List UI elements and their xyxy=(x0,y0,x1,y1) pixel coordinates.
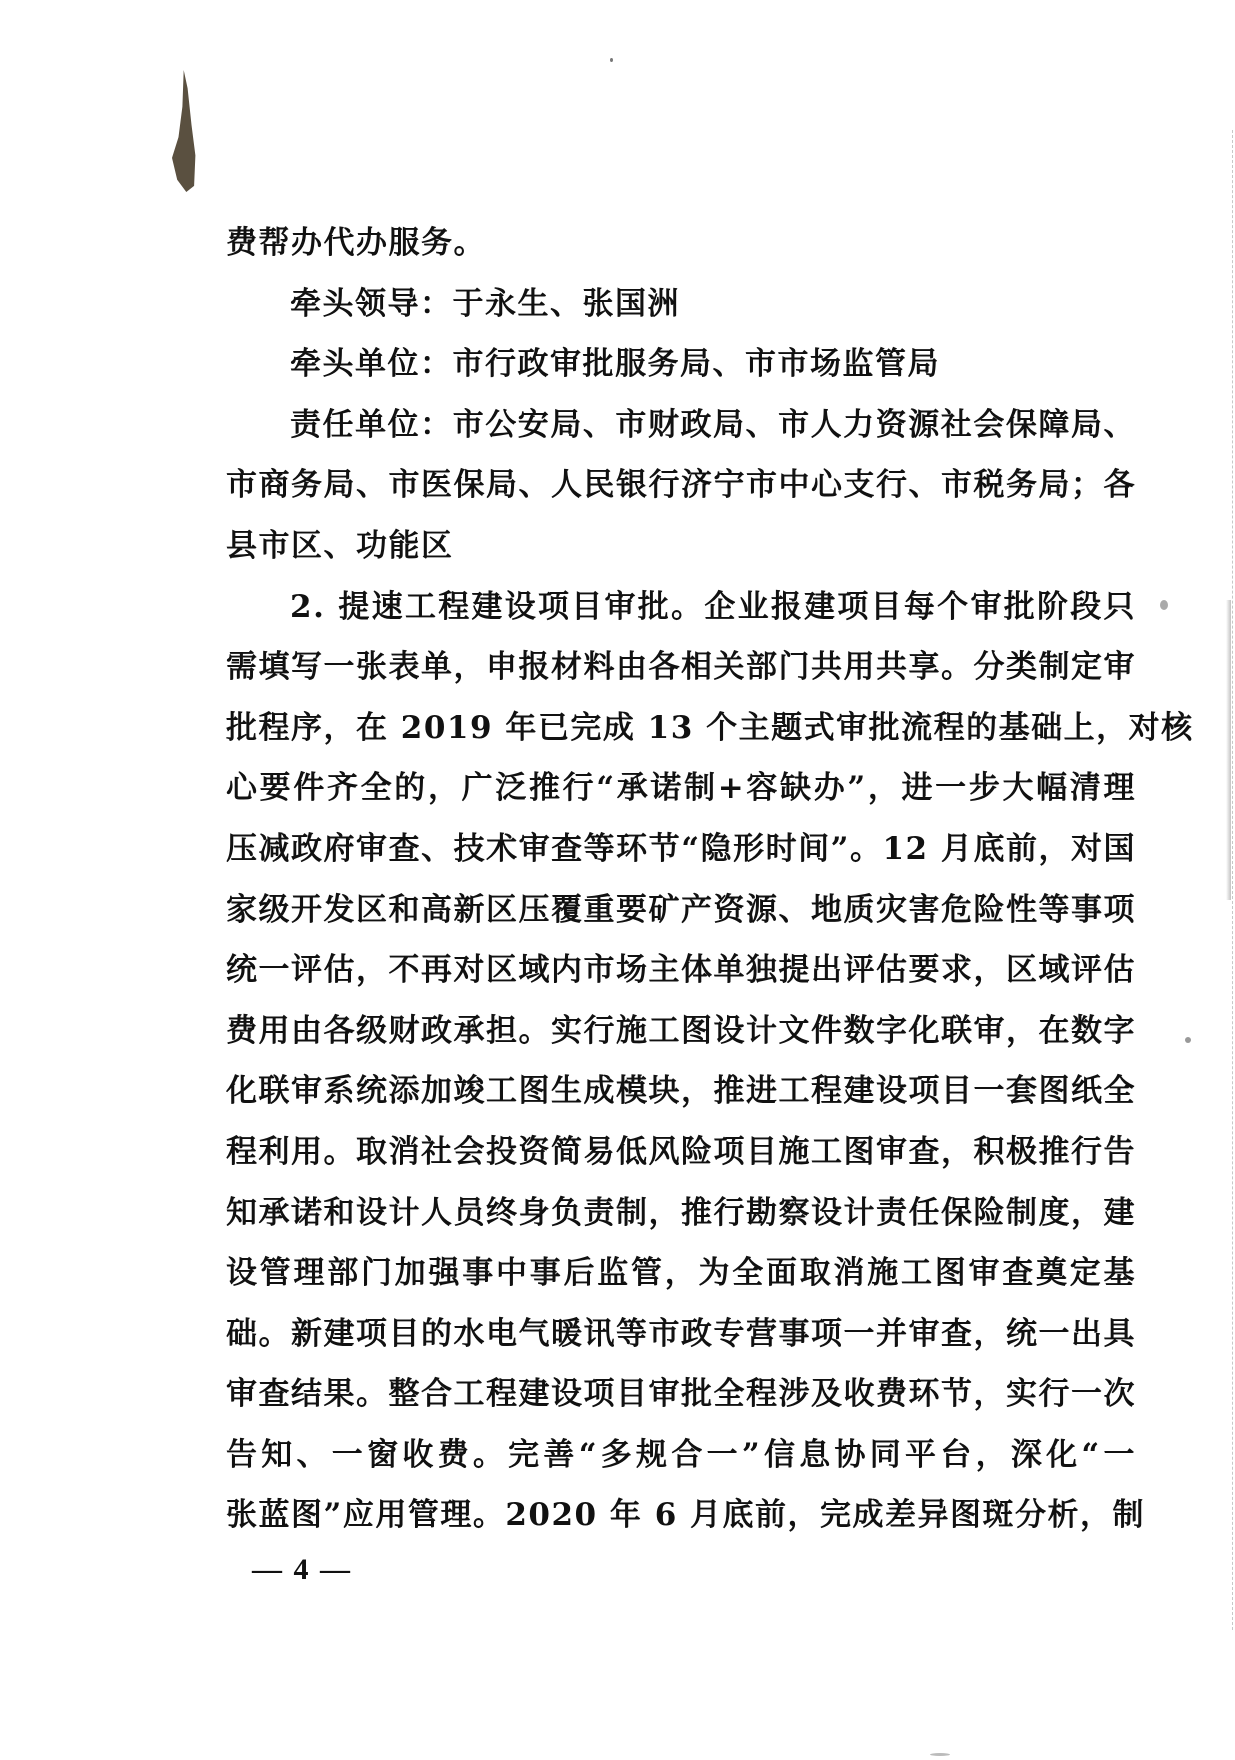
text-line: 县市区、功能区 xyxy=(226,527,454,564)
responsible-unit-line: 责任单位：市公安局、市财政局、市人力资源社会保障局、 xyxy=(290,406,1136,443)
text-line: 批程序，在 2019 年已完成 13 个主题式审批流程的基础上，对核 xyxy=(226,709,1194,746)
text-line: 础。新建项目的水电气暖讯等市政专营事项一并审查，统一出具 xyxy=(226,1315,1136,1352)
lead-leader-line: 牵头领导：于永生、张国洲 xyxy=(290,285,680,322)
section-heading-line: 2. 提速工程建设项目审批。企业报建项目每个审批阶段只 xyxy=(290,588,1136,625)
scan-speck xyxy=(610,58,613,62)
text-line: 统一评估，不再对区域内市场主体单独提出评估要求，区域评估 xyxy=(226,952,1136,989)
text-line: 市商务局、市医保局、人民银行济宁市中心支行、市税务局；各 xyxy=(226,467,1136,504)
scan-smudge xyxy=(172,70,198,192)
text-line: 审查结果。整合工程建设项目审批全程涉及收费环节，实行一次 xyxy=(226,1376,1136,1413)
scan-speck xyxy=(1185,1037,1191,1043)
scan-speck xyxy=(1160,600,1168,610)
text-line: 费帮办代办服务。 xyxy=(226,225,486,261)
scan-speck xyxy=(930,1753,950,1756)
text-line: 告知、一窗收费。完善“多规合一”信息协同平台，深化“一 xyxy=(226,1436,1136,1473)
text-line: 知承诺和设计人员终身负责制，推行勘察设计责任保险制度，建 xyxy=(226,1194,1136,1231)
lead-unit-line: 牵头单位：市行政审批服务局、市市场监管局 xyxy=(290,346,940,383)
text-line: 张蓝图”应用管理。2020 年 6 月底前，完成差异图斑分析，制 xyxy=(226,1497,1146,1534)
body-text xyxy=(226,220,1194,1553)
text-line: 家级开发区和高新区压覆重要矿产资源、地质灾害危险性等事项 xyxy=(226,891,1136,928)
scan-shadow xyxy=(1226,600,1231,900)
text-line: 压减政府审查、技术审查等环节“隐形时间”。12 月底前，对国 xyxy=(226,830,1136,867)
text-line: 需填写一张表单，申报材料由各相关部门共用共享。分类制定审 xyxy=(226,649,1136,686)
page-number: — 4 — xyxy=(252,1553,352,1586)
text-line: 程利用。取消社会投资简易低风险项目施工图审查，积极推行告 xyxy=(226,1133,1136,1170)
text-line: 设管理部门加强事中事后监管，为全面取消施工图审查奠定基 xyxy=(226,1255,1136,1292)
text-line: 心要件齐全的，广泛推行“承诺制+容缺办”，进一步大幅清理 xyxy=(226,770,1136,807)
text-line: 化联审系统添加竣工图生成模块，推进工程建设项目一套图纸全 xyxy=(226,1073,1136,1110)
text-line: 费用由各级财政承担。实行施工图设计文件数字化联审，在数字 xyxy=(226,1012,1136,1049)
